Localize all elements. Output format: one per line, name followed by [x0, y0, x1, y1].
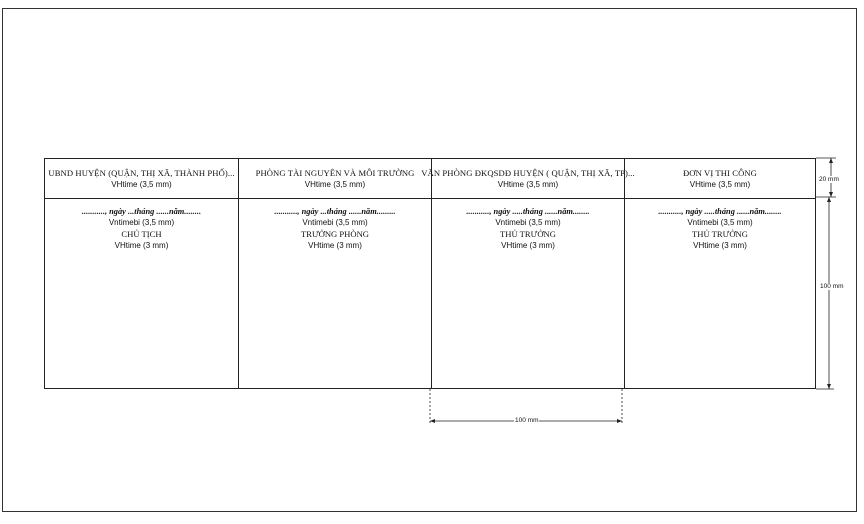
column-title: VĂN PHÒNG ĐKQSDĐ HUYỆN ( QUẬN, THỊ XÃ, TP)... — [421, 168, 635, 178]
font-note: VHtime (3,5 mm) — [689, 180, 751, 189]
date-line: ..........., ngày .....tháng ......năm........ — [658, 207, 782, 216]
signer-role: THỦ TRƯỞNG — [500, 229, 556, 239]
signer-role: CHỦ TỊCH — [121, 229, 162, 239]
date-line: ..........., ngày .....tháng ......năm........ — [466, 207, 590, 216]
font-line: Vntimebi (3,5 mm) — [302, 218, 368, 227]
font-line: Vntimebi (3,5 mm) — [495, 218, 561, 227]
signer-role: THỦ TRƯỞNG — [692, 229, 748, 239]
body-height-label: 100 mm — [820, 283, 844, 290]
font-note: VHtime (3,5 mm) — [111, 180, 172, 189]
column-title: PHÒNG TÀI NGUYÊN VÀ MÔI TRƯỜNG — [255, 168, 415, 178]
role-font: VHtime (3 mm) — [501, 241, 555, 250]
font-note: VHtime (3,5 mm) — [304, 180, 366, 189]
signer-role: TRƯỞNG PHÒNG — [300, 229, 370, 239]
font-line: Vntimebi (3,5 mm) — [108, 218, 175, 227]
date-line: ..........., ngày ...tháng ......năm........ — [81, 207, 202, 216]
role-font: VHtime (3 mm) — [693, 241, 747, 250]
font-line: Vntimebi (3,5 mm) — [687, 218, 753, 227]
role-font: VHtime (3 mm) — [308, 241, 362, 250]
column-title: ĐƠN VỊ THI CÔNG — [683, 168, 757, 178]
column-width-label: 100 mm — [515, 417, 539, 424]
header-height-label: 20 mm — [819, 176, 839, 183]
date-line: ..........., ngày ...tháng ......năm......... — [274, 207, 396, 216]
font-note: VHtime (3,5 mm) — [497, 180, 559, 189]
column-title: UBND HUYỆN (QUẬN, THỊ XÃ, THÀNH PHỐ)... — [48, 168, 235, 178]
role-font: VHtime (3 mm) — [114, 241, 169, 250]
